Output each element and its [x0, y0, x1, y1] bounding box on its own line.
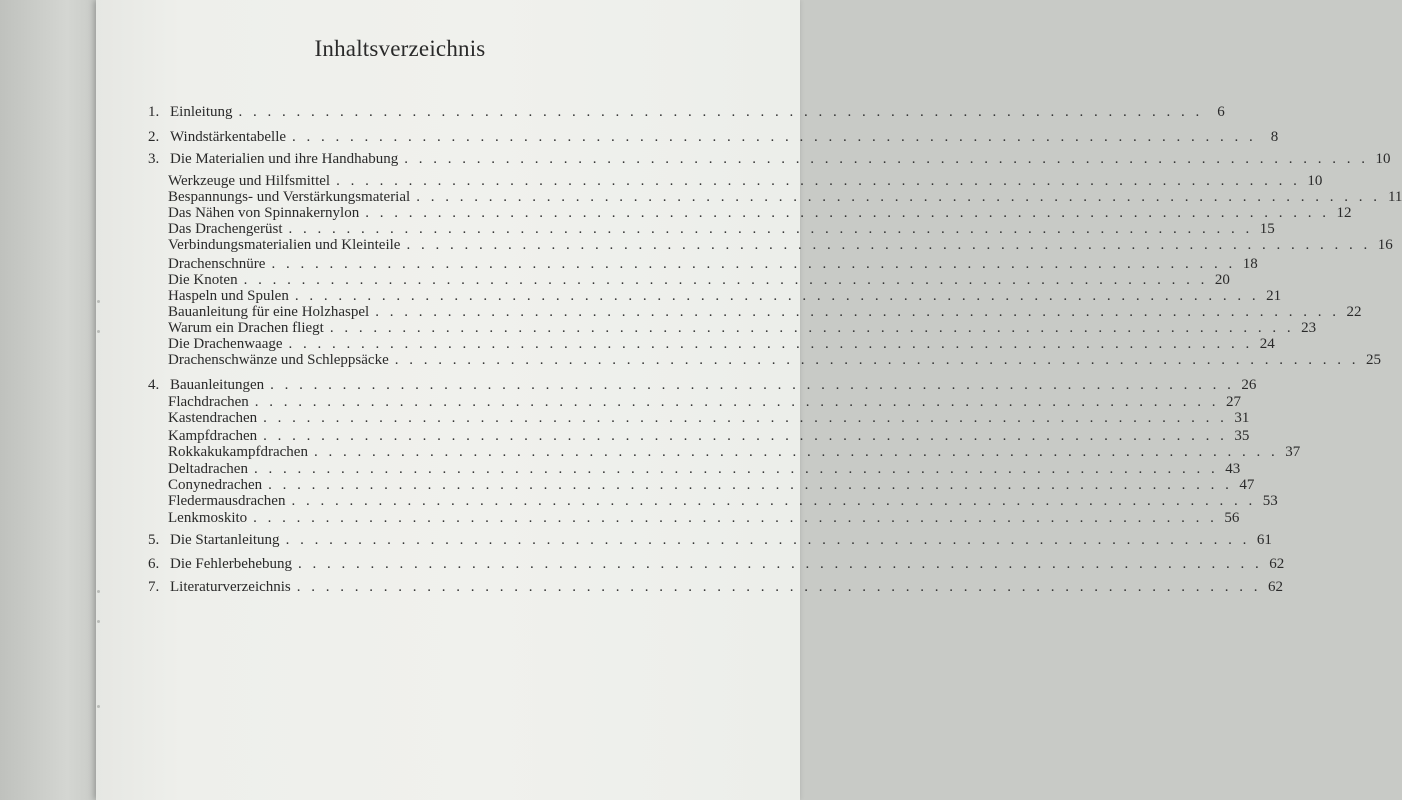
page-number: 25: [1366, 352, 1381, 368]
page-number: 35: [1234, 428, 1250, 444]
page-number: 12: [1336, 205, 1352, 221]
page-number: 53: [1262, 493, 1278, 509]
leader-dots: . . . . . . . . . . . . . . . . . . . . . . . . . . . . . . . . . . . . . . . . . . . . . . . . . . . . . . . . . . . . . . . . . . .: [336, 173, 1301, 189]
entry-number: 6.: [148, 556, 160, 572]
toc-entry: [148, 128, 1279, 146]
page-number: 62: [1268, 579, 1284, 595]
page-number: 21: [1266, 288, 1282, 304]
leader-dots: . . . . . . . . . . . . . . . . . . . . . . . . . . . . . . . . . . . . . . . . . . . . . . . . . . . . . . . . . . . . . . . . . . .: [296, 579, 1262, 595]
leader-dots: . . . . . . . . . . . . . . . . . . . . . . . . . . . . . . . . . . . . . . . . . . . . . . . . . . . . . . . . . . . . . . . . . . .: [294, 288, 1260, 304]
leader-dots: . . . . . . . . . . . . . . . . . . . . . . . . . . . . . . . . . . . . . . . . . . . . . . . . . . . . . . . . . . . . . . . . . . .: [253, 510, 1218, 526]
leader-dots: . . . . . . . . . . . . . . . . . . . . . . . . . . . . . . . . . . . . . . . . . . . . . . . . . . . . . . . . . . . . . . . . . . .: [298, 556, 1263, 572]
entry-title: Einleitung: [170, 104, 233, 120]
toc-subentry: [168, 236, 1393, 254]
entry-title: Rokkakukampfdrachen: [168, 444, 308, 460]
entry-title: Bauanleitung für eine Holzhaspel: [168, 304, 370, 320]
toc-subentry: [168, 409, 1250, 427]
toc-subentry: [168, 509, 1240, 527]
page-number: 56: [1224, 510, 1240, 526]
entry-title: Das Nähen von Spinnakernylon: [168, 205, 360, 221]
entry-title: Fledermausdrachen: [168, 493, 286, 509]
leader-dots: . . . . . . . . . . . . . . . . . . . . . . . . . . . . . . . . . . . . . . . . . . . . . . . . . . . . . . . . . . . . . . . . . . .: [270, 377, 1235, 393]
leader-dots: . . . . . . . . . . . . . . . . . . . . . . . . . . . . . . . . . . . . . . . . . . . . . . . . . . . . . . . . . . . . . . . . . . .: [285, 532, 1250, 548]
leader-dots: . . . . . . . . . . . . . . . . . . . . . . . . . . . . . . . . . . . . . . . . . . . . . . . . . . . . . . . . . . . . . . . . . . .: [271, 256, 1236, 272]
entry-title: Lenkmoskito: [168, 510, 248, 526]
page-number: 10: [1307, 173, 1323, 189]
entry-title: Bespannungs- und Verstärkungsmaterial: [168, 189, 411, 205]
leader-dots: . . . . . . . . . . . . . . . . . . . . . . . . . . . . . . . . . . . . . . . . . . . . . . . . . . . . . . . . . . . . . . . . . . .: [253, 461, 1219, 477]
page-number: 62: [1269, 556, 1285, 572]
leader-dots: . . . . . . . . . . . . . . . . . . . . . . . . . . . . . . . . . . . . . . . . . . . . . . . . . . . . . . . . . . . . . . . . . . .: [292, 129, 1257, 145]
leader-dots: . . . . . . . . . . . . . . . . . . . . . . . . . . . . . . . . . . . . . . . . . . . . . . . . . . . . . . . . . . . . . . . . . . .: [313, 444, 1279, 460]
leader-dots: . . . . . . . . . . . . . . . . . . . . . . . . . . . . . . . . . . . . . . . . . . . . . . . . . . . . . . . . . . . . . . . . . . .: [394, 352, 1359, 368]
entry-title: Windstärkentabelle: [170, 129, 287, 145]
entry-title: Deltadrachen: [168, 461, 248, 477]
entry-number: 5.: [148, 532, 160, 548]
page-number: 11: [1387, 189, 1402, 205]
leader-dots: . . . . . . . . . . . . . . . . . . . . . . . . . . . . . . . . . . . . . . . . . . . . . . . . . . . . . . . . . . . . . . . . . . .: [263, 410, 1228, 426]
page-number: 15: [1259, 221, 1275, 237]
entry-title: Die Materialien und ihre Handhabung: [170, 151, 399, 167]
toc-entry: [148, 531, 1272, 549]
page-number: 8: [1270, 129, 1279, 145]
page-number: 22: [1346, 304, 1362, 320]
entry-title: Drachenschwänze und Schleppsäcke: [168, 352, 389, 368]
page-number: 10: [1375, 151, 1391, 167]
entry-title: Werkzeuge und Hilfsmittel: [168, 173, 331, 189]
entry-title: Conynedrachen: [168, 477, 263, 493]
leader-dots: . . . . . . . . . . . . . . . . . . . . . . . . . . . . . . . . . . . . . . . . . . . . . . . . . . . . . . . . . . . . . . . . . . .: [288, 221, 1253, 237]
leader-dots: . . . . . . . . . . . . . . . . . . . . . . . . . . . . . . . . . . . . . . . . . . . . . . . . . . . . . . . . . . . . . . . . . . .: [254, 394, 1220, 410]
page-number: 26: [1241, 377, 1257, 393]
entry-title: Flachdrachen: [168, 394, 249, 410]
leader-dots: . . . . . . . . . . . . . . . . . . . . . . . . . . . . . . . . . . . . . . . . . . . . . . . . . . . . . . . . . . . . . . . . . . .: [406, 237, 1371, 253]
entry-number: 1.: [148, 104, 160, 120]
leader-dots: . . . . . . . . . . . . . . . . . . . . . . . . . . . . . . . . . . . . . . . . . . . . . . . . . . . . . . . . . . . . . . . . . . .: [238, 104, 1203, 120]
page-number: 31: [1234, 410, 1250, 426]
toc-entry: [148, 150, 1391, 168]
page-number: 6: [1217, 104, 1225, 120]
page-number: 27: [1226, 394, 1242, 410]
entry-number: 4.: [148, 377, 160, 393]
leader-dots: . . . . . . . . . . . . . . . . . . . . . . . . . . . . . . . . . . . . . . . . . . . . . . . . . . . . . . . . . . . . . . . . . . .: [375, 304, 1340, 320]
leader-dots: . . . . . . . . . . . . . . . . . . . . . . . . . . . . . . . . . . . . . . . . . . . . . . . . . . . . . . . . . . . . . . . . . . .: [263, 428, 1228, 444]
leader-dots: . . . . . . . . . . . . . . . . . . . . . . . . . . . . . . . . . . . . . . . . . . . . . . . . . . . . . . . . . . . . . . . . . . .: [404, 151, 1369, 167]
page-number: 23: [1301, 320, 1317, 336]
page-number: 43: [1225, 461, 1241, 477]
leader-dots: . . . . . . . . . . . . . . . . . . . . . . . . . . . . . . . . . . . . . . . . . . . . . . . . . . . . . . . . . . . . . . . . . . .: [288, 336, 1253, 352]
page-number: 37: [1285, 444, 1301, 460]
page-title: Inhaltsverzeichnis: [314, 36, 486, 61]
entry-title: Die Knoten: [168, 272, 238, 288]
entry-number: 7.: [148, 579, 160, 595]
entry-title: Verbindungsmaterialien und Kleinteile: [168, 237, 401, 253]
entry-title: Kastendrachen: [168, 410, 258, 426]
toc-entry: [148, 555, 1285, 573]
entry-number: 3.: [148, 151, 160, 167]
toc-entry: [148, 103, 1225, 121]
page-number: 61: [1256, 532, 1272, 548]
leader-dots: . . . . . . . . . . . . . . . . . . . . . . . . . . . . . . . . . . . . . . . . . . . . . . . . . . . . . . . . . . . . . . . . . . .: [243, 272, 1208, 288]
entry-title: Haspeln und Spulen: [168, 288, 289, 304]
page-number: 16: [1377, 237, 1393, 253]
toc-entry: [148, 376, 1257, 394]
entry-title: Bauanleitungen: [170, 377, 265, 393]
toc-subentry: [168, 443, 1301, 461]
entry-title: Die Drachenwaage: [168, 336, 283, 352]
toc-entry: [148, 578, 1284, 596]
page-number: 20: [1214, 272, 1230, 288]
entry-title: Drachenschnüre: [168, 256, 266, 272]
entry-title: Das Drachengerüst: [168, 221, 283, 237]
toc-subentry: [168, 492, 1278, 510]
entry-title: Kampfdrachen: [168, 428, 258, 444]
entry-title: Die Fehlerbehebung: [170, 556, 293, 572]
page-number: 47: [1239, 477, 1255, 493]
leader-dots: . . . . . . . . . . . . . . . . . . . . . . . . . . . . . . . . . . . . . . . . . . . . . . . . . . . . . . . . . . . . . . . . . . .: [268, 477, 1233, 493]
toc-subentry: [168, 351, 1381, 369]
entry-title: Warum ein Drachen fliegt: [168, 320, 324, 336]
page-number: 18: [1242, 256, 1258, 272]
leader-dots: . . . . . . . . . . . . . . . . . . . . . . . . . . . . . . . . . . . . . . . . . . . . . . . . . . . . . . . . . . . . . . . . . . .: [365, 205, 1330, 221]
entry-title: Die Startanleitung: [170, 532, 280, 548]
entry-number: 2.: [148, 129, 160, 145]
leader-dots: . . . . . . . . . . . . . . . . . . . . . . . . . . . . . . . . . . . . . . . . . . . . . . . . . . . . . . . . . . . . . . . . . . .: [329, 320, 1295, 336]
entry-title: Literaturverzeichnis: [170, 579, 291, 595]
leader-dots: . . . . . . . . . . . . . . . . . . . . . . . . . . . . . . . . . . . . . . . . . . . . . . . . . . . . . . . . . . . . . . . . . . .: [291, 493, 1256, 509]
leader-dots: . . . . . . . . . . . . . . . . . . . . . . . . . . . . . . . . . . . . . . . . . . . . . . . . . . . . . . . . . . . . . . . . . . .: [416, 189, 1381, 205]
page-number: 24: [1259, 336, 1275, 352]
